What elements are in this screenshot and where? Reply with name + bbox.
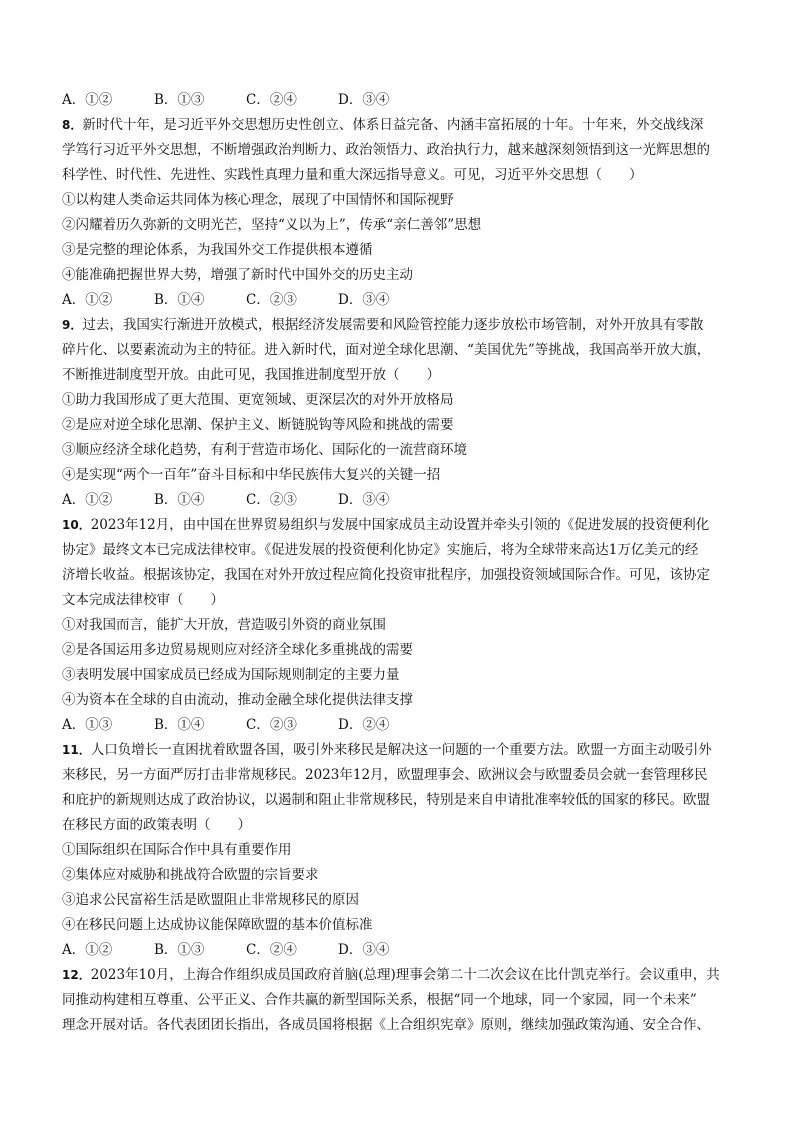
question-stem-line: 理念开展对话。各代表团团长指出，各成员国将根据《上合组织宪章》原则，继续加强政策沟通、安全合作、 xyxy=(62,1017,710,1033)
question-stem-line: 碎片化、以要素流动为主的特征。进入新时代，面对逆全球化思潮、“美国优先”等挑战，我国高举开放大旗， xyxy=(62,342,711,358)
question-stem-line: 不断推进制度型开放。由此可见，我国推进制度型开放（ ） xyxy=(62,367,440,383)
question-number: 9． xyxy=(62,318,83,332)
stem-text: 2023年12月，由中国在世界贸易组织与发展中国家成员主动设置并牵头引领的《促进发展的投资便利化 xyxy=(90,517,710,533)
choice-b: B．①④ xyxy=(154,292,205,308)
question-stem-line: 在移民方面的政策表明（ ） xyxy=(62,817,251,833)
option-4: ④为资本在全球的自由流动，推动金融全球化提供法律支撑 xyxy=(62,692,413,708)
question-number: 12． xyxy=(62,968,91,982)
choice-c: C．②③ xyxy=(246,292,297,308)
question-stem-line: 协定》最终文本已完成法律校审。《促进发展的投资便利化协定》实施后，将为全球带来高达1万亿美元的经 xyxy=(62,542,699,558)
option-4: ④在移民问题上达成协议能保障欧盟的基本价值标准 xyxy=(62,917,373,933)
option-1: ①对我国而言，能扩大开放，营造吸引外资的商业氛围 xyxy=(62,617,386,633)
option-2: ②集体应对威胁和挑战符合欧盟的宗旨要求 xyxy=(62,867,319,883)
option-3: ③是完整的理论体系，为我国外交工作提供根本遵循 xyxy=(62,242,373,258)
choice-b: B．①③ xyxy=(154,92,205,108)
question-stem-line: 学笃行习近平外交思想，不断增强政治判断力、政治领悟力、政治执行力，越来越深刻领悟到这一光辉思想的 xyxy=(62,142,710,158)
choice-c: C．②③ xyxy=(246,492,297,508)
question-stem-line: 来移民，另一方面严厉打击非常规移民。2023年12月，欧盟理事会、欧洲议会与欧盟委员会就一套管理移民 xyxy=(62,767,708,783)
stem-text: 过去，我国实行渐进开放模式，根据经济发展需要和风险管控能力逐步放松市场管制，对外开放具有零散 xyxy=(82,317,704,333)
answer-choices xyxy=(62,488,738,513)
answer-choices xyxy=(62,288,738,313)
question-stem-line xyxy=(62,313,738,338)
top-choices xyxy=(62,88,738,113)
choice-d: D．②④ xyxy=(338,717,390,733)
choice-b: B．①④ xyxy=(154,492,205,508)
question-stem-line: 济增长收益。根据该协定，我国在对外开放过程应简化投资审批程序，加强投资领域国际合作。可见，该协定 xyxy=(62,567,710,583)
question-number: 10． xyxy=(62,518,91,532)
option-2: ②是各国运用多边贸易规则应对经济全球化多重挑战的需要 xyxy=(62,642,413,658)
option-3: ③顺应经济全球化趋势，有利于营造市场化、国际化的一流营商环境 xyxy=(62,442,467,458)
question-stem-line: 科学性、时代性、先进性、实践性真理力量和重大深远指导意义。可见，习近平外交思想（ ） xyxy=(62,167,643,183)
choice-a: A．①② xyxy=(62,92,113,108)
option-3: ③表明发展中国家成员已经成为国际规则制定的主要力量 xyxy=(62,667,400,683)
option-4: ④是实现“两个一百年”奋斗目标和中华民族伟大复兴的关键一招 xyxy=(62,467,441,483)
question-8 xyxy=(62,113,738,313)
question-10 xyxy=(62,513,738,738)
choice-d: D．③④ xyxy=(338,92,390,108)
choice-b: B．①③ xyxy=(154,942,205,958)
question-stem-line: 文本完成法律校审（ ） xyxy=(62,592,224,608)
option-3: ③追求公民富裕生活是欧盟阻止非常规移民的原因 xyxy=(62,892,359,908)
question-stem-line xyxy=(62,113,738,138)
answer-choices xyxy=(62,713,738,738)
option-2: ②闪耀着历久弥新的文明光芒，坚持“义以为上”，传承“亲仁善邻”思想 xyxy=(62,217,482,233)
stem-text: 新时代十年，是习近平外交思想历史性创立、体系日益完备、内涵丰富拓展的十年。十年来，外交战线深 xyxy=(82,117,704,133)
question-stem-line xyxy=(62,738,738,763)
choice-b: B．①④ xyxy=(154,717,205,733)
choice-d: D．③④ xyxy=(338,492,390,508)
choice-d: D．③④ xyxy=(338,292,390,308)
stem-text: 2023年10月，上海合作组织成员国政府首脑(总理)理事会第二十二次会议在比什凯克举行。会议重申，共 xyxy=(90,967,720,983)
page-content xyxy=(62,88,738,1038)
question-number: 8． xyxy=(62,118,83,132)
stem-text: 人口负增长一直困扰着欧盟各国，吸引外来移民是解决这一问题的一个重要方法。欧盟一方面主动吸引外 xyxy=(90,742,712,758)
choice-d: D．③④ xyxy=(338,942,390,958)
question-stem-line xyxy=(62,513,738,538)
option-1: ①国际组织在国际合作中具有重要作用 xyxy=(62,842,292,858)
choice-c: C．②③ xyxy=(246,717,297,733)
answer-choices xyxy=(62,938,738,963)
choice-c: C．②④ xyxy=(246,942,297,958)
question-stem-line xyxy=(62,963,738,988)
option-1: ①助力我国形成了更大范围、更宽领域、更深层次的对外开放格局 xyxy=(62,392,454,408)
option-2: ②是应对逆全球化思潮、保护主义、断链脱钩等风险和挑战的需要 xyxy=(62,417,454,433)
option-4: ④能准确把握世界大势，增强了新时代中国外交的历史主动 xyxy=(62,267,413,283)
choice-a: A．①② xyxy=(62,492,113,508)
choice-a: A．①② xyxy=(62,942,113,958)
choice-c: C．②④ xyxy=(246,92,297,108)
question-9 xyxy=(62,313,738,513)
question-stem-line: 和庇护的新规则达成了政治协议，以遏制和阻止非常规移民，特别是来自申请批准率较低的国家的移民。欧盟 xyxy=(62,792,710,808)
question-12 xyxy=(62,963,738,1038)
option-1: ①以构建人类命运共同体为核心理念，展现了中国情怀和国际视野 xyxy=(62,192,454,208)
choice-a: A．①③ xyxy=(62,717,113,733)
question-11 xyxy=(62,738,738,963)
question-number: 11． xyxy=(62,743,91,757)
choice-a: A．①② xyxy=(62,292,113,308)
question-stem-line: 同推动构建相互尊重、公平正义、合作共赢的新型国际关系，根据“同一个地球，同一个家园，同一个未来” xyxy=(62,992,697,1008)
